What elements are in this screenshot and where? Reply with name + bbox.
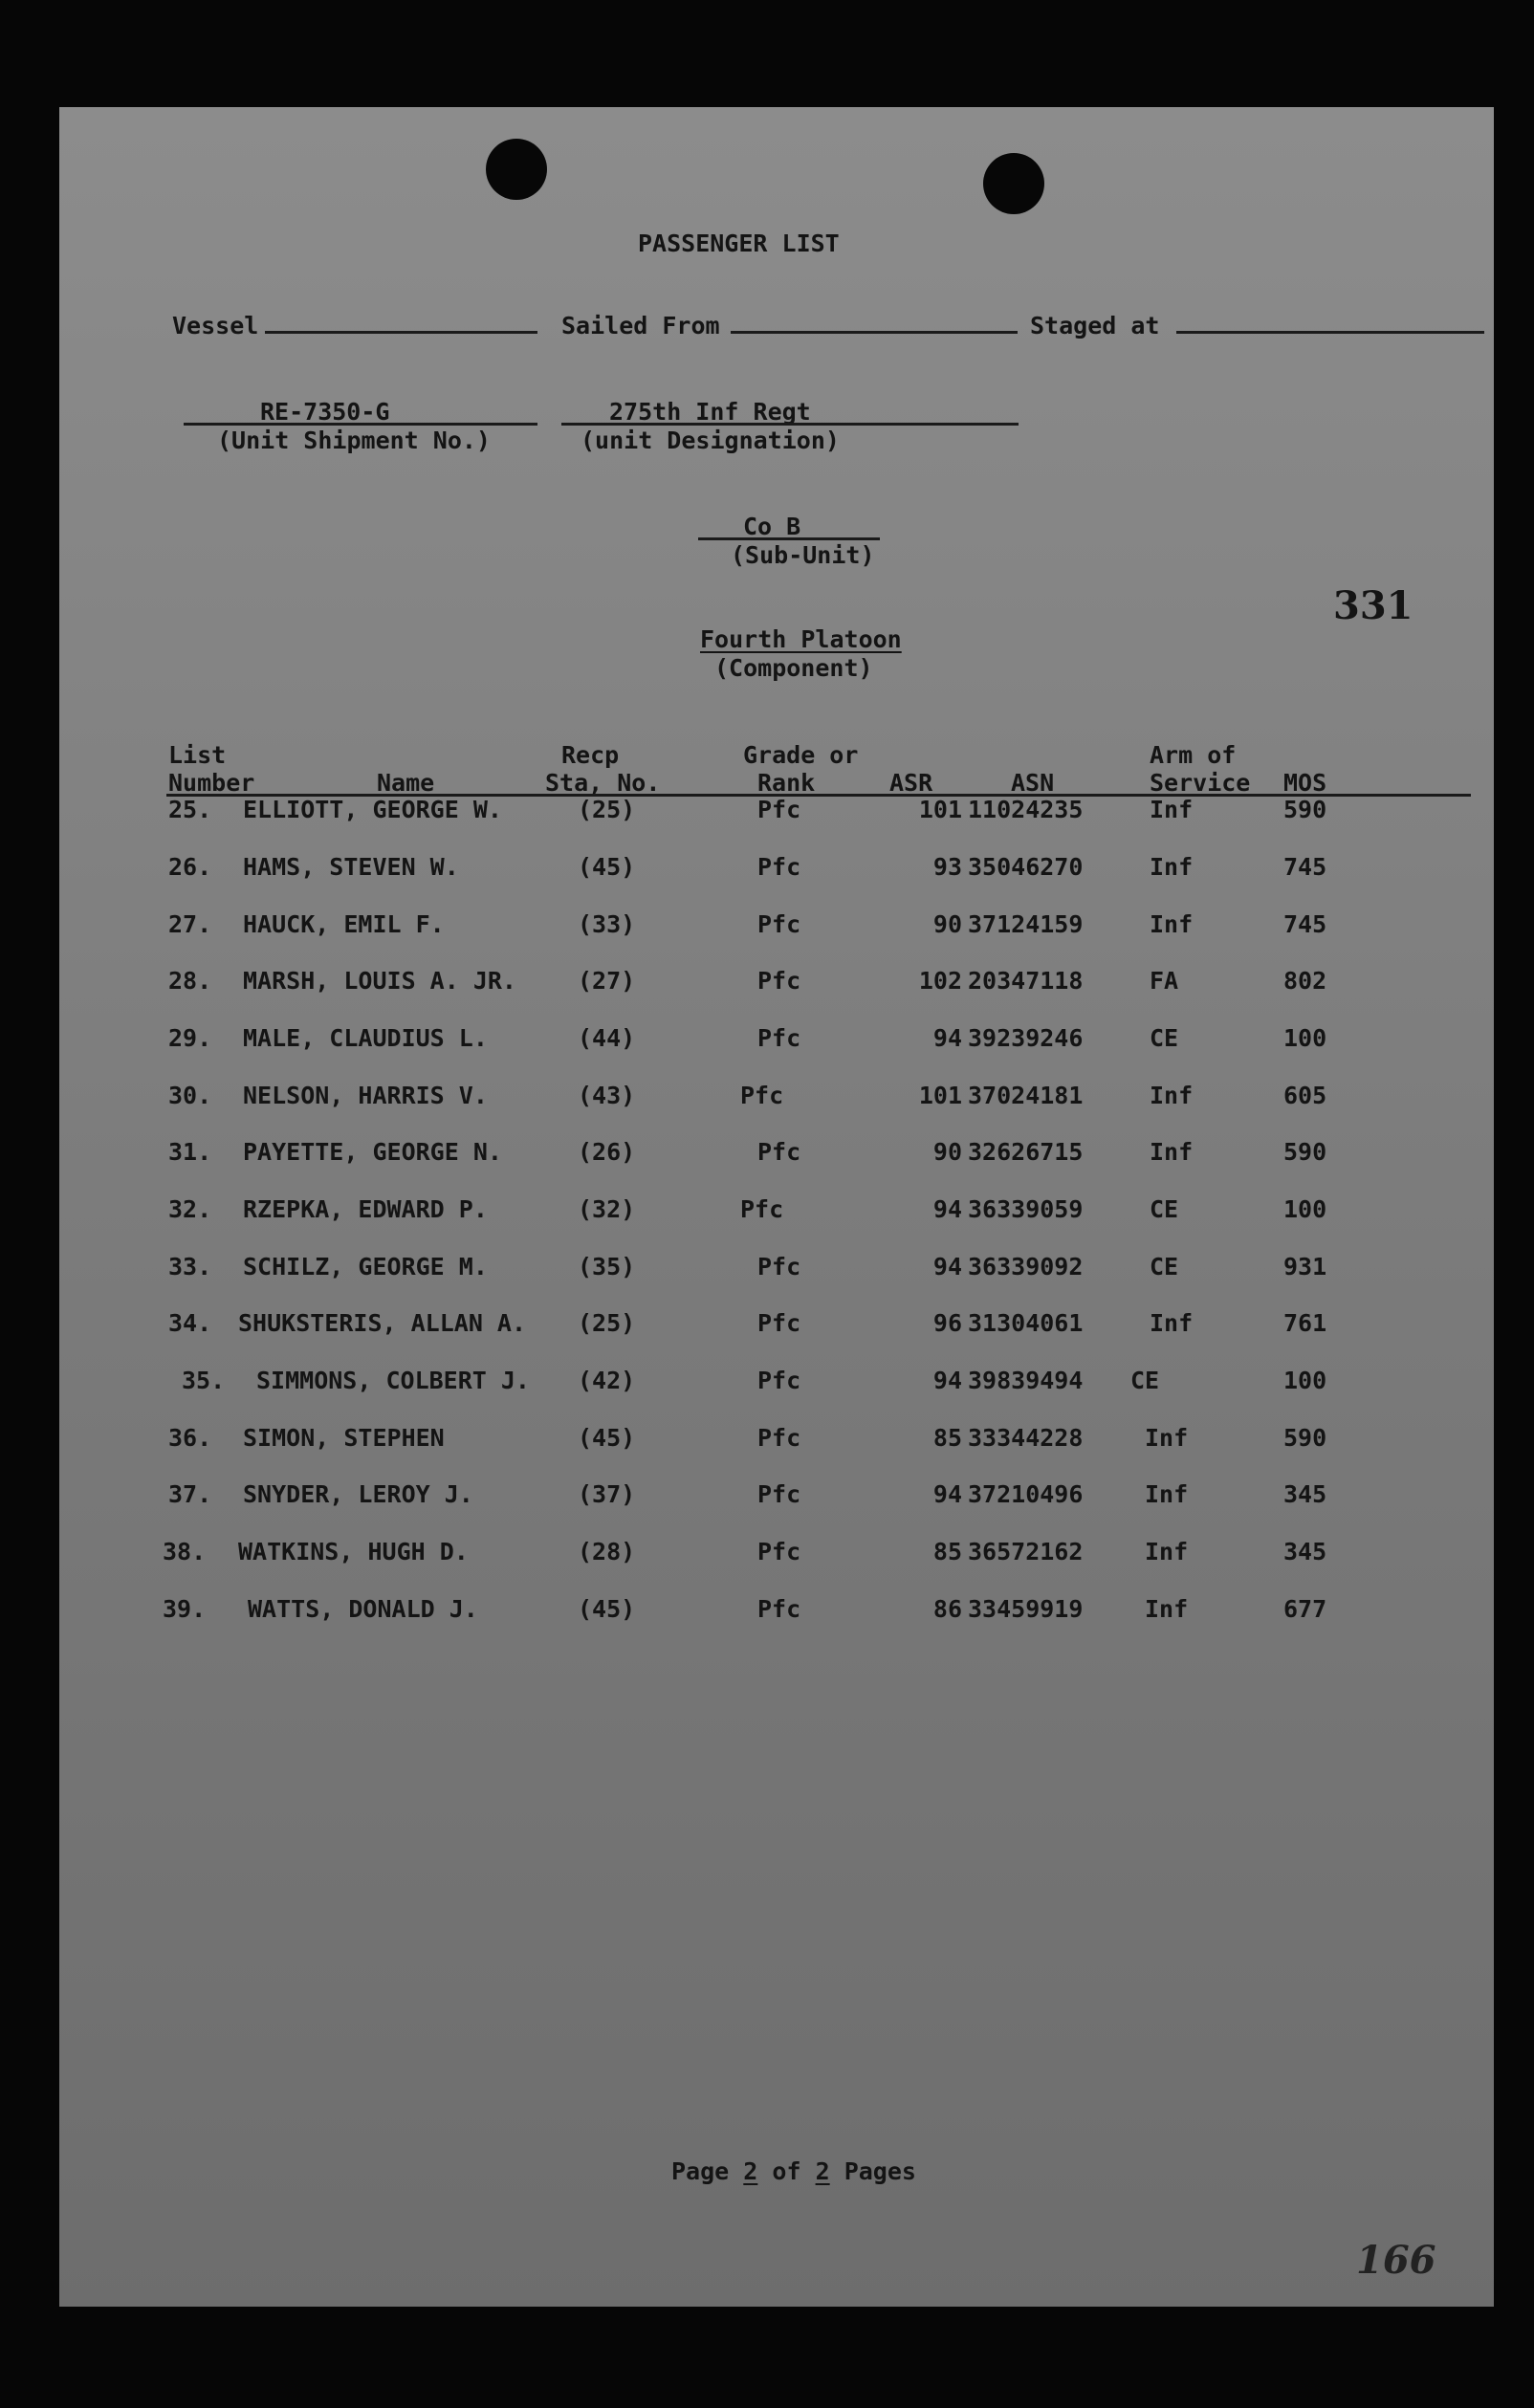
row-rank: Pfc — [740, 1195, 784, 1223]
row-arm: Inf — [1145, 1538, 1189, 1565]
sailed-from-field-line — [731, 331, 1018, 334]
row-asn: 32626715 — [968, 1138, 1084, 1166]
col-grade-header-2: Rank — [757, 769, 816, 797]
table-row — [59, 1024, 1494, 1059]
row-asr: 94 — [932, 1024, 962, 1052]
table-row — [59, 967, 1494, 1001]
row-number: 33. — [168, 1253, 212, 1281]
row-asr: 90 — [932, 910, 962, 938]
table-row — [59, 796, 1494, 830]
row-name: SNYDER, LEROY J. — [243, 1480, 473, 1508]
row-asr: 93 — [932, 853, 962, 881]
row-asr: 101 — [918, 1082, 962, 1109]
row-recp-station: (44) — [578, 1024, 636, 1052]
row-arm: Inf — [1150, 853, 1194, 881]
row-rank: Pfc — [757, 1024, 801, 1052]
row-mos: 590 — [1283, 1138, 1327, 1166]
row-arm: CE — [1150, 1024, 1179, 1052]
row-asn: 11024235 — [968, 796, 1084, 823]
row-asn: 37024181 — [968, 1082, 1084, 1109]
row-recp-station: (42) — [578, 1367, 636, 1394]
row-recp-station: (25) — [578, 1309, 636, 1337]
row-name: SCHILZ, GEORGE M. — [243, 1253, 488, 1281]
row-arm: Inf — [1150, 796, 1194, 823]
row-rank: Pfc — [757, 1424, 801, 1452]
row-recp-station: (45) — [578, 1595, 636, 1623]
row-recp-station: (45) — [578, 1424, 636, 1452]
document-sheet — [59, 107, 1494, 2307]
row-number: 31. — [168, 1138, 212, 1166]
row-arm: CE — [1150, 1195, 1179, 1223]
row-asr: 85 — [932, 1424, 962, 1452]
table-row — [59, 1480, 1494, 1515]
row-mos: 100 — [1283, 1195, 1327, 1223]
staged-at-field-line — [1176, 331, 1484, 334]
handwritten-number: 166 — [1356, 2238, 1436, 2283]
row-recp-station: (32) — [578, 1195, 636, 1223]
row-arm: CE — [1150, 1253, 1179, 1281]
row-arm: Inf — [1150, 1309, 1194, 1337]
staged-at-label: Staged at — [1030, 312, 1160, 339]
component-caption: (Component) — [714, 654, 873, 682]
page-current: 2 — [743, 2157, 758, 2185]
row-rank: Pfc — [740, 1082, 784, 1109]
page-prefix: Page — [671, 2157, 730, 2185]
col-asr-header: ASR — [889, 769, 933, 797]
row-number: 35. — [182, 1367, 226, 1394]
row-rank: Pfc — [757, 1538, 801, 1565]
row-rank: Pfc — [757, 1480, 801, 1508]
unit-shipment-caption: (Unit Shipment No.) — [217, 427, 491, 454]
row-name: SIMON, STEPHEN — [243, 1424, 445, 1452]
row-mos: 761 — [1283, 1309, 1327, 1337]
row-asn: 35046270 — [968, 853, 1084, 881]
row-asn: 33344228 — [968, 1424, 1084, 1452]
row-asn: 39839494 — [968, 1367, 1084, 1394]
row-mos: 100 — [1283, 1024, 1327, 1052]
row-arm: Inf — [1150, 910, 1194, 938]
table-row — [59, 1082, 1494, 1116]
row-asr: 94 — [932, 1367, 962, 1394]
row-rank: Pfc — [757, 910, 801, 938]
row-name: ELLIOTT, GEORGE W. — [243, 796, 502, 823]
row-rank: Pfc — [757, 967, 801, 995]
row-number: 39. — [163, 1595, 207, 1623]
row-arm: Inf — [1145, 1480, 1189, 1508]
row-asn: 31304061 — [968, 1309, 1084, 1337]
row-rank: Pfc — [757, 796, 801, 823]
row-recp-station: (43) — [578, 1082, 636, 1109]
component-name: Fourth Platoon — [700, 625, 902, 653]
row-recp-station: (26) — [578, 1138, 636, 1166]
row-asn: 20347118 — [968, 967, 1084, 995]
table-row — [59, 853, 1494, 887]
row-recp-station: (27) — [578, 967, 636, 995]
page-suffix: Pages — [844, 2157, 916, 2185]
page-title: PASSENGER LIST — [638, 230, 840, 257]
stamp-number: 331 — [1333, 583, 1413, 628]
table-row — [59, 1138, 1494, 1172]
row-number: 36. — [168, 1424, 212, 1452]
col-arm-header-1: Arm of — [1150, 741, 1237, 769]
table-row — [59, 1309, 1494, 1344]
row-name: WATKINS, HUGH D. — [238, 1538, 469, 1565]
row-mos: 345 — [1283, 1538, 1327, 1565]
row-number: 32. — [168, 1195, 212, 1223]
row-mos: 590 — [1283, 1424, 1327, 1452]
row-arm: Inf — [1150, 1138, 1194, 1166]
unit-shipment-number: RE-7350-G — [260, 398, 390, 426]
table-row — [59, 910, 1494, 945]
row-number: 26. — [168, 853, 212, 881]
row-mos: 677 — [1283, 1595, 1327, 1623]
punch-hole-left — [486, 139, 547, 200]
row-number: 27. — [168, 910, 212, 938]
vessel-label: Vessel — [172, 312, 259, 339]
row-name: HAMS, STEVEN W. — [243, 853, 459, 881]
row-name: WATTS, DONALD J. — [248, 1595, 478, 1623]
row-rank: Pfc — [757, 1253, 801, 1281]
row-asr: 102 — [918, 967, 962, 995]
sub-unit-line — [698, 537, 880, 540]
row-mos: 745 — [1283, 910, 1327, 938]
row-name: HAUCK, EMIL F. — [243, 910, 445, 938]
table-row — [59, 1424, 1494, 1458]
row-asn: 36572162 — [968, 1538, 1084, 1565]
col-list-header-1: List — [168, 741, 227, 769]
punch-hole-right — [983, 153, 1044, 214]
designation-line — [561, 423, 1019, 426]
row-rank: Pfc — [757, 1595, 801, 1623]
row-asr: 85 — [932, 1538, 962, 1565]
col-list-header-2: Number — [168, 769, 255, 797]
row-name: PAYETTE, GEORGE N. — [243, 1138, 502, 1166]
page-indicator — [671, 2157, 916, 2185]
col-arm-header-2: Service — [1150, 769, 1251, 797]
page-total: 2 — [815, 2157, 830, 2185]
row-arm: Inf — [1145, 1424, 1189, 1452]
row-asn: 37210496 — [968, 1480, 1084, 1508]
col-recp-header-2: Sta, No. — [545, 769, 661, 797]
row-rank: Pfc — [757, 1367, 801, 1394]
col-mos-header: MOS — [1283, 769, 1327, 797]
row-rank: Pfc — [757, 853, 801, 881]
row-arm: CE — [1130, 1367, 1160, 1394]
row-mos: 802 — [1283, 967, 1327, 995]
row-name: MARSH, LOUIS A. JR. — [243, 967, 516, 995]
col-recp-header-1: Recp — [561, 741, 620, 769]
row-recp-station: (28) — [578, 1538, 636, 1565]
row-name: SIMMONS, COLBERT J. — [256, 1367, 530, 1394]
table-row — [59, 1538, 1494, 1572]
unit-designation: 275th Inf Regt — [609, 398, 811, 426]
row-recp-station: (33) — [578, 910, 636, 938]
row-asr: 96 — [932, 1309, 962, 1337]
row-asr: 86 — [932, 1595, 962, 1623]
row-number: 30. — [168, 1082, 212, 1109]
row-asn: 39239246 — [968, 1024, 1084, 1052]
row-asr: 94 — [932, 1195, 962, 1223]
vessel-field-line — [265, 331, 537, 334]
sub-unit: Co B — [743, 513, 801, 540]
row-asn: 33459919 — [968, 1595, 1084, 1623]
row-number: 29. — [168, 1024, 212, 1052]
row-recp-station: (37) — [578, 1480, 636, 1508]
row-rank: Pfc — [757, 1138, 801, 1166]
row-number: 25. — [168, 796, 212, 823]
row-asn: 36339092 — [968, 1253, 1084, 1281]
table-row — [59, 1253, 1494, 1287]
row-name: SHUKSTERIS, ALLAN A. — [238, 1309, 527, 1337]
row-recp-station: (35) — [578, 1253, 636, 1281]
row-name: NELSON, HARRIS V. — [243, 1082, 488, 1109]
row-asr: 94 — [932, 1480, 962, 1508]
page-of: of — [772, 2157, 801, 2185]
row-number: 37. — [168, 1480, 212, 1508]
row-arm: FA — [1150, 967, 1179, 995]
row-asr: 101 — [918, 796, 962, 823]
row-mos: 605 — [1283, 1082, 1327, 1109]
row-mos: 100 — [1283, 1367, 1327, 1394]
row-arm: Inf — [1145, 1595, 1189, 1623]
row-arm: Inf — [1150, 1082, 1194, 1109]
table-row — [59, 1595, 1494, 1630]
table-row — [59, 1195, 1494, 1230]
shipment-line — [184, 423, 537, 426]
row-mos: 931 — [1283, 1253, 1327, 1281]
row-recp-station: (45) — [578, 853, 636, 881]
row-asr: 94 — [932, 1253, 962, 1281]
row-recp-station: (25) — [578, 796, 636, 823]
row-number: 34. — [168, 1309, 212, 1337]
col-grade-header-1: Grade or — [743, 741, 859, 769]
row-asn: 36339059 — [968, 1195, 1084, 1223]
table-row — [59, 1367, 1494, 1401]
sailed-from-label: Sailed From — [561, 312, 720, 339]
row-name: RZEPKA, EDWARD P. — [243, 1195, 488, 1223]
unit-designation-caption: (unit Designation) — [581, 427, 840, 454]
row-asr: 90 — [932, 1138, 962, 1166]
row-number: 38. — [163, 1538, 207, 1565]
row-rank: Pfc — [757, 1309, 801, 1337]
row-mos: 745 — [1283, 853, 1327, 881]
row-mos: 590 — [1283, 796, 1327, 823]
sub-unit-caption: (Sub-Unit) — [731, 541, 875, 569]
row-asn: 37124159 — [968, 910, 1084, 938]
row-number: 28. — [168, 967, 212, 995]
col-asn-header: ASN — [1011, 769, 1055, 797]
col-name-header: Name — [377, 769, 435, 797]
row-name: MALE, CLAUDIUS L. — [243, 1024, 488, 1052]
row-mos: 345 — [1283, 1480, 1327, 1508]
